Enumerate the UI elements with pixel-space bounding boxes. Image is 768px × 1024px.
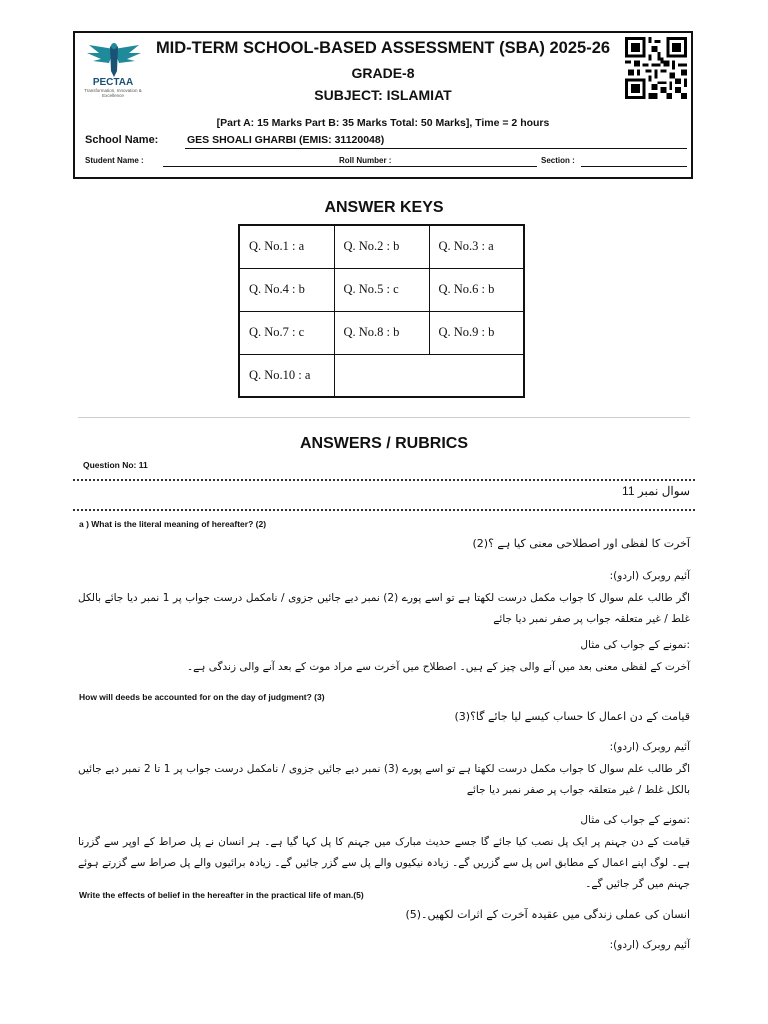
school-name-value: GES SHOALI GHARBI (EMIS: 31120048) [187,134,385,146]
table-cell-empty [334,354,524,397]
rubric-b-text: اگر طالب علم سوال کا جواب مکمل درست لکھتا ہے تو اسے پورے (3) نمبر دیے جائیں جزوی / نامکمل درست جواب پر 1 تا 2 نمبر دیے جائیں بالکل غلط / غیر متعلقہ جواب پر صفر نمبر دیا جائے [78,763,690,796]
sample-b-label: :نمونے کے جواب کی مثال [580,814,690,826]
rubric-b-label: آئیم روبرک (اردو): [609,741,690,753]
table-cell: Q. No.1 : a [239,225,334,268]
dotted-divider [73,479,695,481]
table-row [239,311,524,354]
question-b-urdu: قیامت کے دن اعمال کا حساب کیسے لیا جائے گا؟(3) [454,710,690,723]
question-a-english: a ) What is the literal meaning of hereafter? (2) [79,519,267,529]
table-cell: Q. No.7 : c [239,311,334,354]
question-a-urdu: آخرت کا لفظی اور اصطلاحی معنی کیا ہے ؟(2) [472,537,690,550]
question-number: Question No: 11 [83,460,148,470]
rubric-a-label: آئیم روبرک (اردو): [609,570,690,582]
school-name-underline [185,148,687,149]
table-cell: Q. No.3 : a [429,225,524,268]
rubrics-title: ANSWERS / RUBRICS [299,435,468,452]
rubric-a-text: اگر طالب علم سوال کا جواب مکمل درست لکھتا ہے تو اسے پورے (2) نمبر دیے جائیں جزوی / نامکمل درست جواب پر 1 نمبر دیا جائے بالکل غلط / غیر متعلقہ جواب پر صفر نمبر دیا جائے [78,592,690,625]
question-b-english: How will deeds be accounted for on the day of judgment? (3) [79,692,325,702]
sample-b-text: قیامت کے دن جہنم پر ایک پل نصب کیا جائے گا جسے حدیث مبارک میں جہنم کا پل کہا گیا ہے۔ ہر انسان نے پل صراط کے اوپر سے گزرنا ہے۔ لوگ اپنے اعمال کے مطابق اس پل سے گزریں گے۔ زیادہ نیکیوں والے پل سے گزر جائیں گے۔ زیادہ برائیوں والے پل صراط سے گزرتے ہوئے جہنم میں گر جائیں گے۔ [78,836,690,890]
question-c-english: Write the effects of belief in the hereafter in the practical life of man.(5) [79,890,364,900]
grade-label: GRADE-8 [351,65,415,81]
student-name-label: Student Name : [85,156,144,165]
exam-title: MID-TERM SCHOOL-BASED ASSESSMENT (SBA) 2025-26 [155,39,611,57]
school-name-label: School Name: [85,134,159,146]
table-row [239,225,524,268]
urdu-question-number: سوال نمبر 11 [622,484,690,498]
question-c-urdu: انسان کی عملی زندگی میں عقیدہ آخرت کے اثرات لکھیں۔(5) [405,908,690,921]
table-row [239,268,524,311]
marks-info: [Part A: 15 Marks Part B: 35 Marks Total: 50 Marks], Time = 2 hours [216,117,550,129]
table-cell: Q. No.6 : b [429,268,524,311]
sample-a-text: آخرت کے لفظی معنی بعد میں آنے والی چیز کے ہیں۔ اصطلاح میں آخرت سے مراد موت کے بعد آنے والی زندگی ہے۔ [187,661,690,673]
sample-a-label: :نمونے کے جواب کی مثال [580,639,690,651]
roll-number-field[interactable] [401,166,537,167]
table-cell: Q. No.5 : c [334,268,429,311]
answer-keys-table [238,224,525,398]
logo-tagline: Transformation, Innovation & Excellence [84,88,142,98]
rubric-c-label: آئیم روبرک (اردو): [609,939,690,951]
table-cell: Q. No.2 : b [334,225,429,268]
subject-label: SUBJECT: ISLAMIAT [314,87,452,103]
section-field[interactable] [581,166,687,167]
exam-header [73,31,693,179]
table-cell: Q. No.4 : b [239,268,334,311]
answer-keys-title: ANSWER KEYS [324,199,444,216]
section-label: Section : [541,156,575,165]
student-name-field[interactable] [163,166,405,167]
table-cell: Q. No.10 : a [239,354,334,397]
dotted-divider [73,509,695,511]
section-divider [78,417,690,418]
table-cell: Q. No.9 : b [429,311,524,354]
table-cell: Q. No.8 : b [334,311,429,354]
logo-text: PECTAA [92,77,134,88]
table-row [239,354,524,397]
roll-number-label: Roll Number : [339,156,392,165]
